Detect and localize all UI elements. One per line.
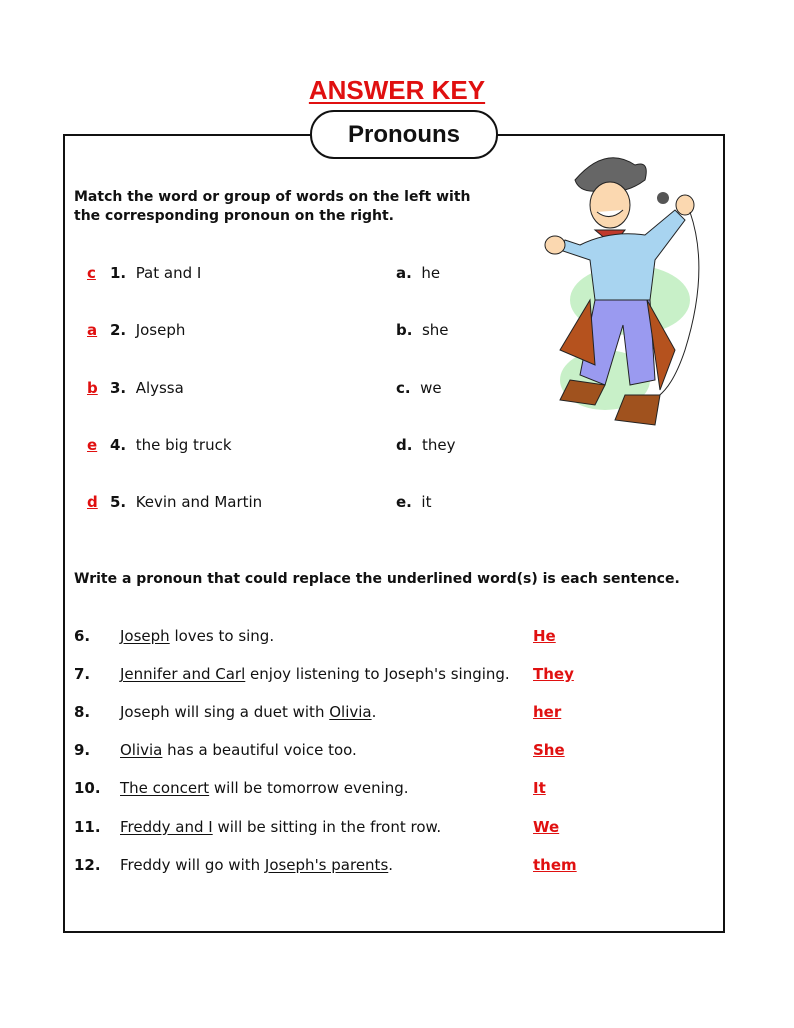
sentence-number: 10. (74, 779, 101, 798)
item-text: Alyssa (135, 378, 184, 397)
sentence-text (120, 818, 441, 836)
pronoun-option (396, 379, 442, 397)
pronoun-answer: them (533, 855, 577, 874)
sentence-post: has a beautiful voice too. (162, 741, 357, 760)
answer-key-heading: ANSWER KEY (308, 75, 486, 105)
pronoun-answer: He (533, 627, 556, 645)
matching-item (110, 493, 262, 511)
sentence-instructions: Write a pronoun that could replace the underlined word(s) is each sentence. (74, 571, 680, 587)
worksheet-title: Pronouns (310, 110, 498, 159)
matching-item (110, 321, 185, 339)
option-letter: d. (396, 435, 413, 454)
option-text: it (421, 493, 432, 512)
pronoun-answer: She (533, 741, 565, 760)
item-number: 3. (110, 378, 127, 397)
singing-cowboy-illustration (535, 150, 705, 435)
option-text: she (421, 321, 449, 340)
underlined-words: Joseph (120, 627, 170, 645)
item-number: 2. (110, 321, 127, 340)
sentence-text (120, 741, 357, 759)
option-letter: e. (396, 493, 412, 512)
underlined-words: Joseph's parents (264, 855, 389, 874)
sentence-post: loves to sing. (169, 627, 275, 645)
item-text: Pat and I (135, 264, 202, 282)
sentence-post: enjoy listening to Joseph's singing. (245, 665, 510, 684)
sentence-number: 8. (74, 703, 91, 722)
matching-item (110, 436, 232, 454)
option-letter: a. (396, 264, 412, 282)
sentence-text (120, 856, 393, 874)
option-text: they (421, 435, 456, 454)
sentence-pre: Freddy will go with (120, 855, 265, 874)
item-number: 5. (110, 493, 127, 512)
sentence-number: 7. (74, 665, 91, 684)
item-number: 4. (110, 435, 127, 454)
sentence-post: . (371, 703, 377, 722)
matching-answer: d (87, 493, 98, 512)
option-text: he (421, 264, 441, 282)
sentence-text (120, 665, 510, 683)
sentence-number: 9. (74, 741, 91, 760)
item-number: 1. (110, 264, 127, 282)
pronoun-option (396, 321, 449, 339)
matching-item (110, 379, 184, 397)
matching-answer: a (87, 321, 98, 340)
underlined-words: Freddy and I (120, 817, 213, 836)
matching-answer: e (87, 435, 98, 454)
underlined-words: The concert (120, 779, 210, 798)
item-text: Joseph (135, 321, 186, 340)
sentence-post: . (388, 855, 394, 874)
sentence-number: 6. (74, 627, 91, 645)
matching-answer: b (87, 378, 98, 397)
pronoun-option (396, 436, 455, 454)
item-text: the big truck (135, 435, 232, 454)
sentence-number: 11. (74, 817, 101, 836)
pronoun-answer: We (533, 817, 560, 836)
option-letter: b. (396, 321, 413, 340)
sentence-post: will be sitting in the front row. (212, 817, 442, 836)
pronoun-option (396, 264, 440, 282)
sentence-pre: Joseph will sing a duet with (120, 703, 330, 722)
option-text: we (420, 378, 442, 397)
pronoun-answer: her (533, 703, 562, 722)
matching-instructions: Match the word or group of words on the left with the corresponding pronoun on the right. (74, 189, 471, 224)
underlined-words: Jennifer and Carl (120, 665, 246, 684)
sentence-post: will be tomorrow evening. (209, 779, 409, 798)
item-text: Kevin and Martin (135, 493, 263, 512)
pronoun-answer: They (533, 665, 574, 684)
sentence-number: 12. (74, 855, 101, 874)
sentence-text (120, 703, 376, 721)
sentence-text (120, 779, 409, 797)
matching-item (110, 264, 201, 282)
underlined-words: Olivia (120, 741, 163, 760)
option-letter: c. (396, 378, 411, 397)
pronoun-option (396, 493, 431, 511)
matching-answer: c (87, 264, 96, 282)
sentence-text (120, 627, 274, 645)
underlined-words: Olivia (329, 703, 372, 722)
pronoun-answer: It (533, 779, 546, 798)
